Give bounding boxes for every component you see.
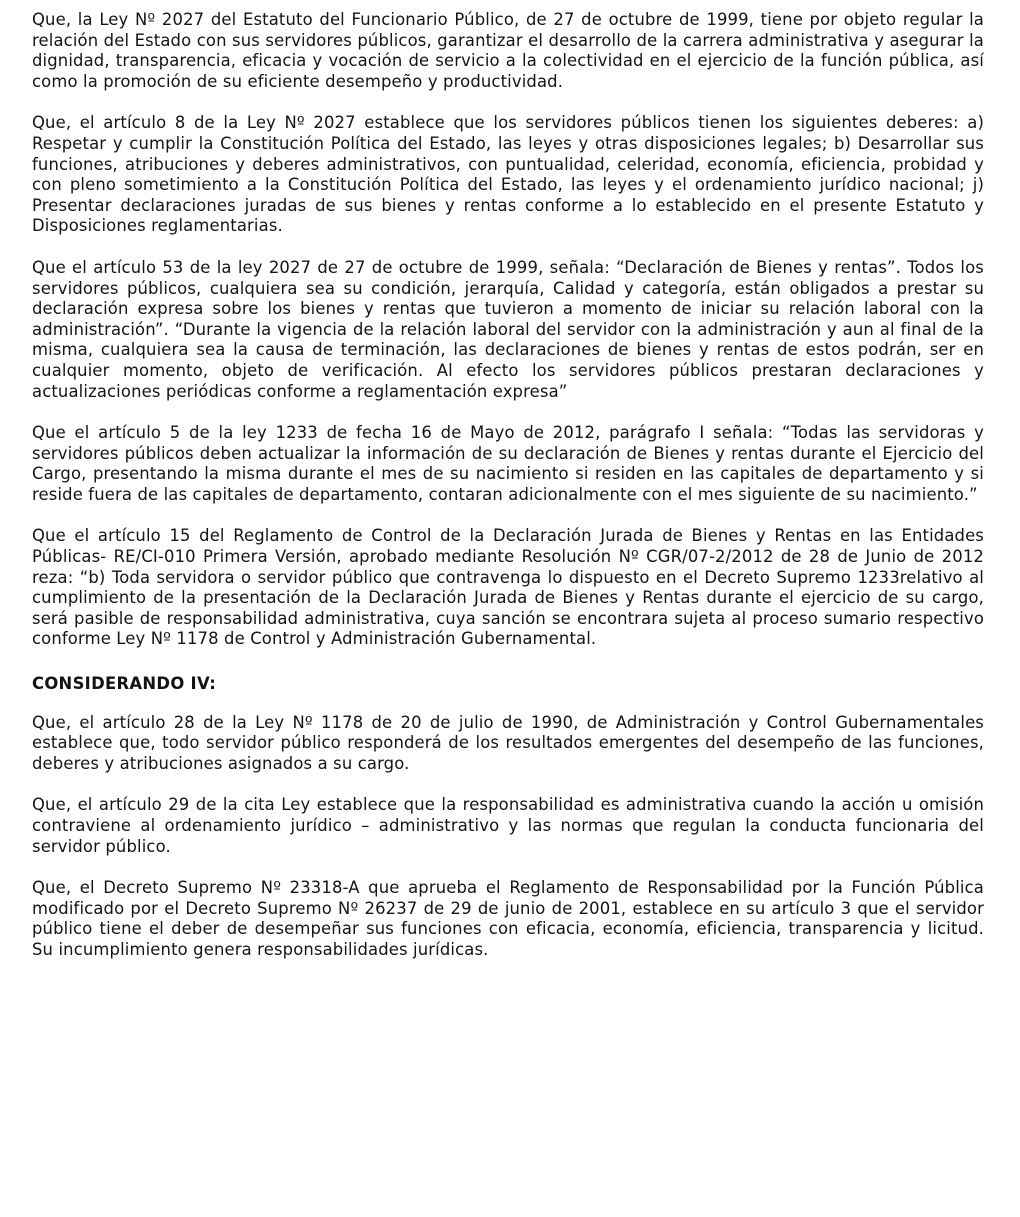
section-heading: CONSIDERANDO IV: bbox=[32, 674, 217, 694]
paragraph-ley-2027-objeto: Que, la Ley Nº 2027 del Estatuto del Funcionario Público, de 27 de octubre de 1999, tiene por objeto regular la relación del Estado con sus servidores públicos, garantizar el desarrollo de la carrera administrativa y asegurar la dignidad, transparencia, eficacia y vocación de servicio a la colectividad en el ejercicio de la función pública, así como la promoción de su eficiente desempeño y productividad. bbox=[32, 10, 984, 91]
paragraph-articulo-15-reglamento: Que el artículo 15 del Reglamento de Control de la Declaración Jurada de Bienes y Rentas en las Entidades Públicas- RE/CI-010 Primera Versión, aprobado mediante Resolución Nº CGR/07-2/2012 de 28 de Junio de 2012 reza: “b) Toda servidora o servidor público que contravenga lo dispuesto en el Decreto Supremo 1233relativo al cumplimiento de la presentación de la Declaración Jurada de Bienes y Rentas durante el ejercicio de su cargo, será pasible de responsabilidad administrativa, cuya sanción se encontrara sujeta al proceso sumario respectivo conforme Ley Nº 1178 de Control y Administración Gubernamental. bbox=[32, 526, 984, 649]
paragraph-decreto-23318-a: Que, el Decreto Supremo Nº 23318-A que aprueba el Reglamento de Responsabilidad por la Función Pública modificado por el Decreto Supremo Nº 26237 de 29 de junio de 2001, establece en su artículo 3 que el servidor público tiene el deber de desempeñar sus funciones con eficacia, economía, eficiencia, transparencia y licitud. Su incumplimiento genera responsabilidades jurídicas. bbox=[32, 878, 984, 959]
paragraph-articulo-29: Que, el artículo 29 de la cita Ley establece que la responsabilidad es administrativa cuando la acción u omisión contraviene al ordenamiento jurídico – administrativo y las normas que regulan la conducta funcionaria del servidor público. bbox=[32, 795, 984, 856]
paragraph-articulo-53-declaracion: Que el artículo 53 de la ley 2027 de 27 de octubre de 1999, señala: “Declaración de Bienes y rentas”. Todos los servidores públicos, cualquiera sea su condición, jerarquía, Calidad y categoría, están obligados a prestar su declaración expresa sobre los bienes y rentas que tuvieron a momento de iniciar su relación laboral con la administración”. “Durante la vigencia de la relación laboral del servidor con la administración y aun al final de la misma, cualquiera sea la causa de terminación, las declaraciones de bienes y rentas de estos podrán, ser en cualquier momento, objeto de verificación. Al efecto los servidores públicos prestaran declaraciones y actualizaciones periódicas conforme a reglamentación expresa” bbox=[32, 257, 984, 401]
paragraph-articulo-5-ley-1233: Que el artículo 5 de la ley 1233 de fecha 16 de Mayo de 2012, parágrafo I señala: “Todas las servidoras y servidores públicos deben actualizar la información de su declaración de Bienes y rentas durante el Ejercicio del Cargo, presentando la misma durante el mes de su nacimiento si residen en las capitales de departamento y si reside fuera de las capitales de departamento, contaran adicionalmente con el mes siguiente de su nacimiento.” bbox=[32, 423, 984, 504]
paragraph-articulo-28-ley-1178: Que, el artículo 28 de la Ley Nº 1178 de 20 de julio de 1990, de Administración y Control Gubernamentales establece que, todo servidor público responderá de los resultados emergentes del desempeño de las funciones, deberes y atribuciones asignados a su cargo. bbox=[32, 712, 984, 773]
document-page bbox=[32, 10, 984, 961]
paragraph-articulo-8-deberes: Que, el artículo 8 de la Ley Nº 2027 establece que los servidores públicos tienen los siguientes deberes: a) Respetar y cumplir la Constitución Política del Estado, las leyes y otras disposiciones legales; b) Desarrollar sus funciones, atribuciones y deberes administrativos, con puntualidad, celeridad, economía, eficiencia, probidad y con pleno sometimiento a la Constitución Política del Estado, las leyes y el ordenamiento jurídico nacional; j) Presentar declaraciones juradas de sus bienes y rentas conforme a lo establecido en el presente Estatuto y Disposiciones reglamentarias. bbox=[32, 113, 984, 236]
